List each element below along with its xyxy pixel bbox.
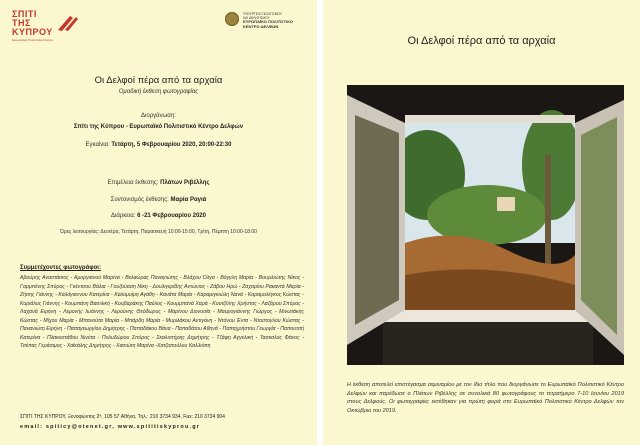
logo-line-2: ΤΗΣ — [12, 18, 31, 28]
curator-label: Επιμέλεια έκθεσης: — [107, 180, 159, 186]
participants-list: Αβούρης Αναστάσιος - Αμοργιανού Μαρίνα - Βελαώρας Παναγιώτης - Βλάχου Όλγα - Βόγγλη Μαρία - Βουρλιώτης Νίκος - Γαρμπένης Σπύρος - Γκέντσου Βάλια - Γουζούαση Νίκη - Δουλιγερίδης Αντώνιος - Ζάβου Ηρώ - Ζαχαρίου Ρακαντά Μαρία - Ζήσης Γιάννης - Καλόγιαννου Κατερίνα - Καλομοίρη Αγάθη - Κανάτα Μαρία - Καραμιγκιώλη Νανά - Καραμολέγκος Κώστας - Κοριάλος Γιάννης - Κουμπάνη Βασιλική - Κουβαράκης Παύλος - Κουρμπανά Χαρά - Κουτζέλης Χρήστος - Λαζάρου Σπύρος - Λαχανά Ειρήνη - Λεμονής Ιωάννης - Λερούνης Θεόδωρος - Μαρίνου Διονυσία - Μαυρογιάννης Γιώργος - Μινωτάκης Κώστας - Μίχου Μαρία - Μπανούτα Μαρία - Μπάρδη Μαρία - Μυριλάκου Αντιγόνη - Ντόνου Έντα - Ντοστογλου Κώστας - Πανανιώτη Ειρήνη - Παπαγεωργίου Δημήτρης - Παπαδάκου Βάνα - Παπαδάτου Αθηνά - Παπαχρήστου Γεωργία - Παπουτσή Κατερίνα - Πλακοστάθου Νινέτα - Πολυδώρου Σπύρος - Σκαλιστήρης Δημήτρης - Τζάφη Αγγελική - Τασκαλος Φάνος - Τσέπας Γεράσιμος - Χαϊκάλης Δημήτρης - Χασιώτη Μαρίνα -Χατζοπούλου Καλλιόπη — [20, 275, 304, 349]
ministry-line-4: ΚΕΝΤΡΟ ΔΕΛΦΩΝ — [243, 23, 279, 29]
ministry-seal-icon — [225, 12, 239, 26]
brushstroke-logo-icon — [56, 12, 80, 32]
participants-label: Συμμετέχοντες φωτογράφοι: — [20, 265, 101, 271]
opening-label: Εγκαίνια: — [85, 142, 110, 148]
exhibition-caption: Η έκθεση αποτελεί επιστέγασμα σεμιναρίου με τον ίδιο τίτλο που διοργάνωσε το Ευρωπαϊκό Πολιτιστικό Κέντρο Δελφών και παρέδωσε ο Πλάτων Ριβέλλης σε συνολικά 80 φωτογράφους το τετραήμερο 7-10 Ιουνίου 2019 στους Δελφούς. Οι φωτογραφίες εκτέθηκαν για πρώτη φορά στο Ευρωπαϊκό Πολιτιστικό Κέντρο Δελφών τον Οκτώβριο του 2019. — [347, 382, 624, 414]
right-page-title: Οι Δελφοί πέρα από τα αρχαία — [407, 35, 556, 47]
opening-line — [0, 142, 317, 148]
organization-label: Διοργάνωση: — [141, 113, 176, 119]
right-page — [323, 0, 640, 445]
ministry-line-2: ΚΑΙ ΑΘΛΗΤΙΣΜΟΥ — [243, 16, 270, 20]
logo-line-3: ΚΥΠΡΟΥ — [12, 27, 53, 37]
logo-line-1: ΣΠΙΤΙ — [12, 9, 37, 19]
spiti-tis-kyprou-logo — [12, 10, 82, 50]
coordination-label: Συντονισμός έκθεσης: — [110, 197, 169, 203]
window-view-illustration — [347, 85, 624, 365]
opening-value: Τετάρτη, 5 Φεβρουαρίου 2020, 20:00-22:30 — [111, 142, 232, 148]
ministry-culture-logo — [225, 12, 313, 40]
exhibition-subtitle: Ομαδική έκθεση φωτογραφίας — [118, 89, 199, 95]
organization-name: Σπίτι της Κύπρου - Ευρωπαϊκό Πολιτιστικό Κέντρο Δελφών — [73, 124, 244, 130]
ministry-line-1: ΥΠΟΥΡΓΕΙΟ ΠΟΛΙΤΙΣΜΟΥ — [243, 12, 282, 16]
coordination-line — [0, 197, 317, 203]
left-page — [0, 0, 317, 445]
address-line: ΣΠΙΤΙ ΤΗΣ ΚΥΠΡΟΥ, Ξενοφώντος 2ª, 105 57 Αθήνα, Τηλ.: 210 3734 934, Fax: 210 3734 904 — [20, 414, 225, 420]
duration-value: 6 -21 Φεβρουαρίου 2020 — [137, 213, 206, 219]
opening-hours: Ώρες λειτουργίας: Δευτέρα, Τετάρτη, Παρασκευή 10:00-15:00, Τρίτη, Πέμπτη 10:00-18:00 — [60, 229, 257, 235]
ministry-line-3: ΕΥΡΩΠΑΪΚΟ ΠΟΛΙΤΙΣΤΙΚΟ — [243, 19, 294, 24]
exhibition-title: Οι Δελφοί πέρα από τα αρχαία — [94, 75, 223, 86]
window-view-photo — [347, 85, 624, 365]
curator-line — [0, 180, 317, 186]
duration-label: Διάρκεια: — [111, 213, 136, 219]
duration-line — [0, 213, 317, 219]
contact-line: email: spiticy@otenet.gr, www.spititiskyprou.gr — [20, 424, 201, 430]
coordination-value: Μαρία Ραγιά — [170, 197, 207, 203]
curator-value: Πλάτων Ριβέλλης — [160, 180, 210, 186]
logo-subline: Ευρωπαϊκό Πολιτιστικό Κέντρο — [12, 38, 53, 42]
